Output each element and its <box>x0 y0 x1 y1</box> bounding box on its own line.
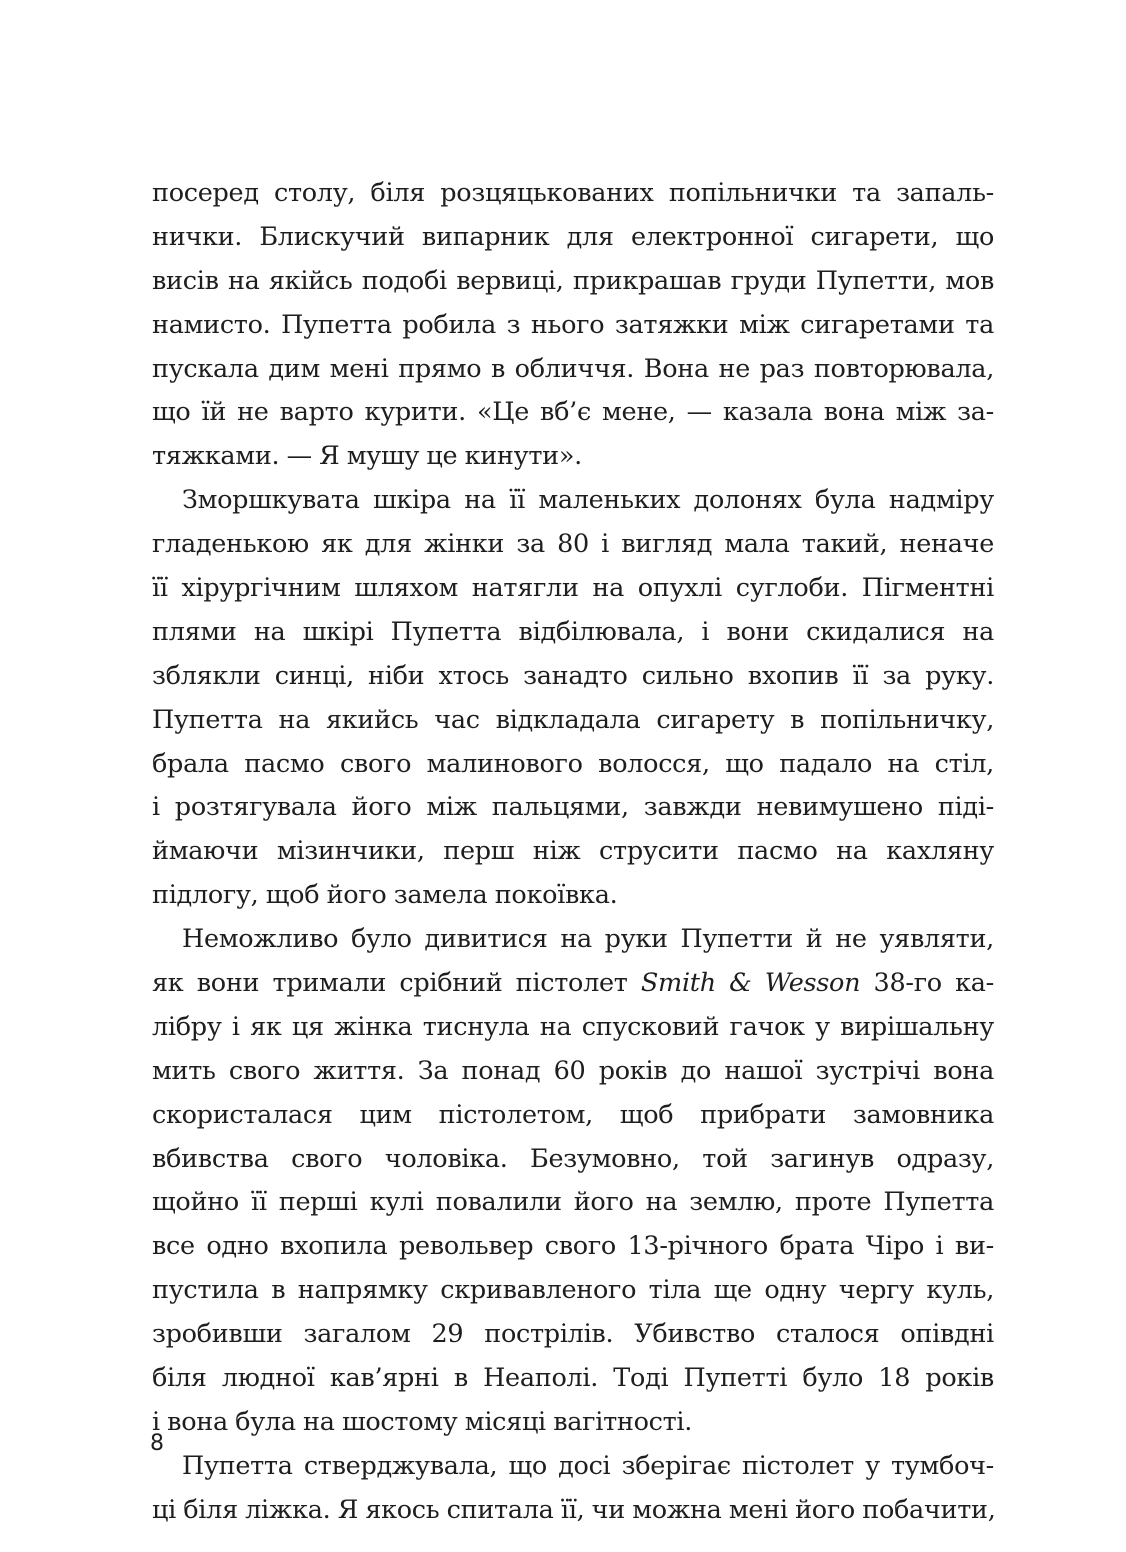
text-line: все одно вхопила револьвер свого 13-річного брата Чіро і ви- <box>152 1231 994 1262</box>
text-line: лібру і як ця жінка тиснула на спусковий гачок у вирішальну <box>152 1011 994 1042</box>
text-line: Пупетта на якийсь час відкладала сигарету в попільничку, <box>152 704 994 735</box>
text-fragment: 38-го ка- <box>873 968 994 999</box>
text-line: Пупетта стверджувала, що досі зберігає пістолет у тумбоч- <box>182 1450 994 1481</box>
text-line: посеред столу, біля розцяцькованих попільнички та запаль- <box>152 178 994 208</box>
paragraph <box>152 918 994 1445</box>
text-line: зробивши загалом 29 пострілів. Убивство сталося опівдні <box>152 1319 994 1350</box>
text-line: підлогу, щоб його замела покоївка. <box>152 880 618 911</box>
text-line: Неможливо було дивитися на руки Пупетти й не уявляти, <box>182 924 994 955</box>
text-line: тяжками. — Я мушу це кинути». <box>152 441 582 472</box>
text-line: ці біля ліжка. Я якось спитала її, чи можна мені його побачити, <box>152 1494 996 1525</box>
text-line: пустила в напрямку скривавленого тіла ще одну чергу куль, <box>152 1275 994 1306</box>
text-line: Зморшкувата шкіра на її маленьких долонях була надміру <box>182 485 994 516</box>
text-fragment: як вони тримали срібний пістолет <box>152 968 628 999</box>
text-line: намисто. Пупетта робила з нього затяжки між сигаретами та <box>152 309 994 340</box>
text-line: і вона була на шостому місяці вагітності. <box>152 1406 693 1437</box>
text-line: мить свого життя. За понад 60 років до нашої зустрічі вона <box>152 1055 994 1086</box>
text-line <box>152 962 994 1006</box>
text-line: висів на якійсь подобі вервиці, прикрашав груди Пупетти, мов <box>152 265 994 296</box>
text-line: вбивства свого чоловіка. Безумовно, той загинув одразу, <box>152 1143 994 1174</box>
text-line: скористалася цим пістолетом, щоб прибрати замовника <box>152 1099 994 1130</box>
paragraph <box>152 1445 994 1533</box>
text-line: нички. Блискучий випарник для електронної сигарети, що <box>152 221 994 252</box>
text-line: біля людної кав’ярні в Неаполі. Тоді Пупетті було 18 років <box>152 1363 994 1394</box>
paragraph <box>152 479 994 918</box>
text-line: і розтягувала його між пальцями, завжди невимушено піді- <box>152 792 994 823</box>
text-line: брала пасмо свого малинового волосся, що падало на стіл, <box>152 748 994 779</box>
italic-brand-name: Smith & Wesson <box>640 968 861 999</box>
body-text <box>152 172 994 1533</box>
text-line: зблякли синці, ніби хтось занадто сильно вхопив її за руку. <box>152 660 994 691</box>
text-line: щойно її перші кулі повалили його на землю, проте Пупетта <box>152 1187 994 1218</box>
page-number: 8 <box>150 1431 164 1456</box>
paragraph <box>152 172 994 479</box>
text-line: ймаючи мізинчики, перш ніж струсити пасмо на кахляну <box>152 836 994 867</box>
text-line: її хірургічним шляхом натягли на опухлі суглоби. Пігментні <box>152 573 994 604</box>
text-line: що їй не варто курити. «Це вб’є мене, — казала вона між за- <box>152 397 994 428</box>
text-line: гладенькою як для жінки за 80 і вигляд мала такий, неначе <box>152 529 994 560</box>
text-line: плями на шкірі Пупетта відбілювала, і вони скидалися на <box>152 616 994 647</box>
text-line: пускала дим мені прямо в обличчя. Вона не раз повторювала, <box>152 353 994 384</box>
